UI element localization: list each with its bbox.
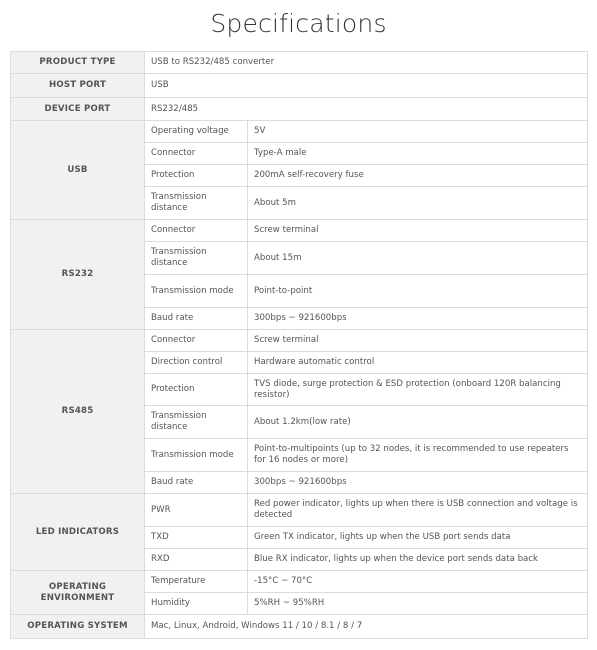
category-led-indicators: LED INDICATORS bbox=[11, 494, 145, 571]
category-rs232: RS232 bbox=[11, 220, 145, 330]
led-item-name: PWR bbox=[145, 494, 248, 527]
category-usb: USB bbox=[11, 121, 145, 220]
rs232-item-name: Transmission mode bbox=[145, 275, 248, 308]
page-title: Specifications bbox=[210, 9, 387, 38]
usb-item-value: Type-A male bbox=[248, 143, 588, 165]
environment-item-value: -15°C ~ 70°C bbox=[248, 571, 588, 593]
led-item-name: TXD bbox=[145, 527, 248, 549]
table-row bbox=[11, 121, 588, 143]
usb-item-name: Connector bbox=[145, 143, 248, 165]
rs232-item-value: About 15m bbox=[248, 242, 588, 275]
category-product-type: PRODUCT TYPE bbox=[11, 52, 145, 74]
rs485-item-value: About 1.2km(low rate) bbox=[248, 406, 588, 439]
table-row bbox=[11, 220, 588, 242]
usb-item-value: 200mA self-recovery fuse bbox=[248, 165, 588, 187]
category-operating-environment: OPERATING ENVIRONMENT bbox=[11, 571, 145, 615]
table-row bbox=[11, 98, 588, 121]
rs485-item-name: Transmission distance bbox=[145, 406, 248, 439]
rs232-item-name: Transmission distance bbox=[145, 242, 248, 275]
table-row bbox=[11, 330, 588, 352]
table-row bbox=[11, 52, 588, 74]
environment-item-value: 5%RH ~ 95%RH bbox=[248, 593, 588, 615]
table-row bbox=[11, 571, 588, 593]
led-item-name: RXD bbox=[145, 549, 248, 571]
usb-item-name: Transmission distance bbox=[145, 187, 248, 220]
usb-item-value: 5V bbox=[248, 121, 588, 143]
rs485-item-value: Hardware automatic control bbox=[248, 352, 588, 374]
rs485-item-name: Connector bbox=[145, 330, 248, 352]
rs232-item-name: Connector bbox=[145, 220, 248, 242]
led-item-value: Blue RX indicator, lights up when the device port sends data back bbox=[248, 549, 588, 571]
category-rs485: RS485 bbox=[11, 330, 145, 494]
category-host-port: HOST PORT bbox=[11, 74, 145, 98]
environment-item-name: Humidity bbox=[145, 593, 248, 615]
category-device-port: DEVICE PORT bbox=[11, 98, 145, 121]
product-type-value: USB to RS232/485 converter bbox=[145, 52, 588, 74]
usb-item-name: Protection bbox=[145, 165, 248, 187]
usb-item-name: Operating voltage bbox=[145, 121, 248, 143]
device-port-value: RS232/485 bbox=[145, 98, 588, 121]
rs232-item-value: Screw terminal bbox=[248, 220, 588, 242]
usb-item-value: About 5m bbox=[248, 187, 588, 220]
table-row bbox=[11, 494, 588, 527]
rs485-item-name: Baud rate bbox=[145, 472, 248, 494]
host-port-value: USB bbox=[145, 74, 588, 98]
rs232-item-value: Point-to-point bbox=[248, 275, 588, 308]
specifications-table bbox=[10, 51, 588, 639]
operating-system-value: Mac, Linux, Android, Windows 11 / 10 / 8.1 / 8 / 7 bbox=[145, 615, 588, 639]
rs232-item-value: 300bps ~ 921600bps bbox=[248, 308, 588, 330]
led-item-value: Red power indicator, lights up when there is USB connection and voltage is detected bbox=[248, 494, 588, 527]
table-row bbox=[11, 615, 588, 639]
rs485-item-value: 300bps ~ 921600bps bbox=[248, 472, 588, 494]
led-item-value: Green TX indicator, lights up when the USB port sends data bbox=[248, 527, 588, 549]
category-operating-system: OPERATING SYSTEM bbox=[11, 615, 145, 639]
table-row bbox=[11, 74, 588, 98]
environment-item-name: Temperature bbox=[145, 571, 248, 593]
rs485-item-value: Screw terminal bbox=[248, 330, 588, 352]
rs232-item-name: Baud rate bbox=[145, 308, 248, 330]
rs485-item-name: Direction control bbox=[145, 352, 248, 374]
rs485-item-name: Protection bbox=[145, 374, 248, 406]
rs485-item-value: TVS diode, surge protection & ESD protection (onboard 120R balancing resistor) bbox=[248, 374, 588, 406]
rs485-item-value: Point-to-multipoints (up to 32 nodes, it is recommended to use repeaters for 16 nodes or more) bbox=[248, 439, 588, 472]
rs485-item-name: Transmission mode bbox=[145, 439, 248, 472]
